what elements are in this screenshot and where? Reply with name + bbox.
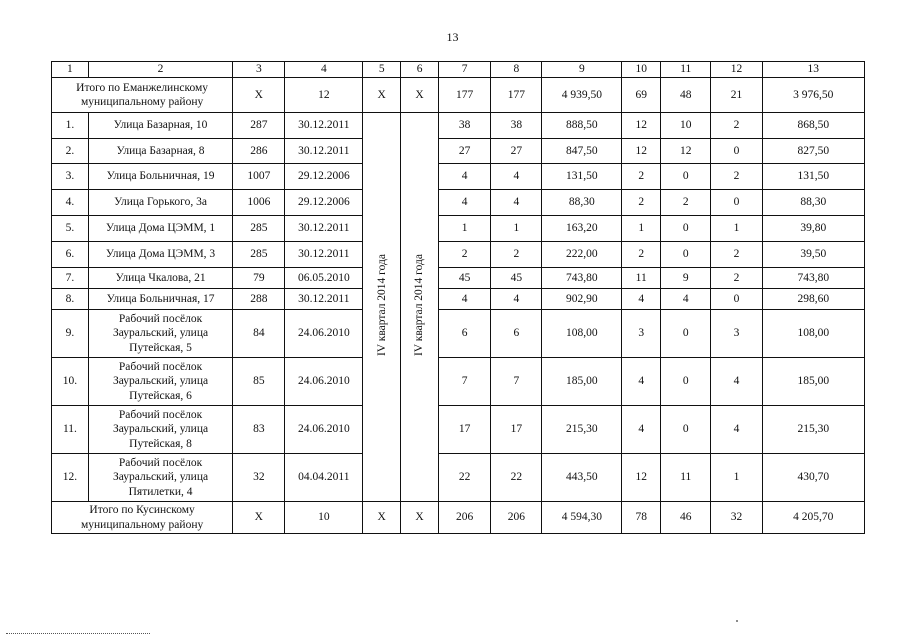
total-cell: 206 [439, 502, 491, 534]
cell: 11 [661, 454, 711, 502]
total-cell: 10 [285, 502, 363, 534]
table-row [52, 406, 865, 454]
column-number: 12 [711, 62, 762, 78]
total-cell: X [363, 502, 401, 534]
address-cell: Рабочий посёлок Зауральский, улица Путейская, 5 [88, 310, 232, 358]
column-number: 10 [622, 62, 661, 78]
cell: 286 [233, 139, 285, 164]
total-cell: 3 976,50 [762, 78, 864, 113]
address-cell: Рабочий посёлок Зауральский, улица Пятилетки, 4 [88, 454, 232, 502]
cell: 84 [233, 310, 285, 358]
total-cell: 48 [661, 78, 711, 113]
cell: 131,50 [542, 164, 622, 190]
column-number: 3 [233, 62, 285, 78]
cell: 0 [711, 289, 762, 310]
cell: 12 [622, 454, 661, 502]
cell: 12 [622, 139, 661, 164]
cell: 2 [661, 190, 711, 216]
table-row [52, 216, 865, 242]
date-cell: 04.04.2011 [285, 454, 363, 502]
column-number: 13 [762, 62, 864, 78]
row-number: 8. [52, 289, 89, 310]
cell: 743,80 [542, 268, 622, 289]
cell: 285 [233, 216, 285, 242]
date-cell: 30.12.2011 [285, 289, 363, 310]
merged-period-cell [401, 113, 439, 502]
address-cell: Улица Дома ЦЭММ, 1 [88, 216, 232, 242]
cell: 222,00 [542, 242, 622, 268]
cell: 1 [622, 216, 661, 242]
row-number: 12. [52, 454, 89, 502]
cell: 215,30 [542, 406, 622, 454]
cell: 1 [491, 216, 542, 242]
cell: 88,30 [542, 190, 622, 216]
date-cell: 06.05.2010 [285, 268, 363, 289]
cell: 285 [233, 242, 285, 268]
total-cell: 177 [491, 78, 542, 113]
date-cell: 24.06.2010 [285, 406, 363, 454]
cell: 2 [491, 242, 542, 268]
column-number: 4 [285, 62, 363, 78]
cell: 288 [233, 289, 285, 310]
cell: 39,50 [762, 242, 864, 268]
cell: 1 [711, 216, 762, 242]
row-number: 11. [52, 406, 89, 454]
cell: 108,00 [542, 310, 622, 358]
table-row [52, 190, 865, 216]
total-label: Итого по Кусинскому муниципальному району [52, 502, 233, 534]
cell: 4 [711, 358, 762, 406]
row-number: 1. [52, 113, 89, 139]
date-cell: 30.12.2011 [285, 242, 363, 268]
cell: 108,00 [762, 310, 864, 358]
row-number: 10. [52, 358, 89, 406]
cell: 443,50 [542, 454, 622, 502]
cell: 12 [661, 139, 711, 164]
column-number: 11 [661, 62, 711, 78]
cell: 2 [622, 190, 661, 216]
cell: 888,50 [542, 113, 622, 139]
row-number: 3. [52, 164, 89, 190]
address-cell: Улица Больничная, 19 [88, 164, 232, 190]
merged-period-cell [363, 113, 401, 502]
cell: 88,30 [762, 190, 864, 216]
cell: 847,50 [542, 139, 622, 164]
cell: 6 [491, 310, 542, 358]
date-cell: 24.06.2010 [285, 310, 363, 358]
cell: 2 [711, 268, 762, 289]
column-number: 7 [439, 62, 491, 78]
total-cell: 78 [622, 502, 661, 534]
total-cell: 21 [711, 78, 762, 113]
cell: 1007 [233, 164, 285, 190]
cell: 185,00 [542, 358, 622, 406]
cell: 1 [711, 454, 762, 502]
date-cell: 30.12.2011 [285, 216, 363, 242]
table-row [52, 164, 865, 190]
cell: 0 [661, 164, 711, 190]
cell: 163,20 [542, 216, 622, 242]
cell: 38 [439, 113, 491, 139]
cell: 4 [622, 406, 661, 454]
table-row [52, 268, 865, 289]
period-label: IV квартал 2014 года [413, 253, 426, 356]
district-total-row [52, 502, 865, 534]
column-number: 2 [88, 62, 232, 78]
district-total-row [52, 78, 865, 113]
cell: 2 [711, 242, 762, 268]
cell: 22 [439, 454, 491, 502]
cell: 32 [233, 454, 285, 502]
cell: 3 [711, 310, 762, 358]
total-cell: 32 [711, 502, 762, 534]
cell: 27 [491, 139, 542, 164]
column-number: 9 [542, 62, 622, 78]
cell: 4 [622, 358, 661, 406]
cell: 0 [661, 310, 711, 358]
total-cell: X [401, 78, 439, 113]
scan-artifact [736, 620, 738, 622]
cell: 430,70 [762, 454, 864, 502]
cell: 6 [439, 310, 491, 358]
cell: 868,50 [762, 113, 864, 139]
cell: 131,50 [762, 164, 864, 190]
cell: 3 [622, 310, 661, 358]
cell: 827,50 [762, 139, 864, 164]
total-cell: X [233, 78, 285, 113]
cell: 2 [711, 113, 762, 139]
cell: 4 [491, 190, 542, 216]
table-row [52, 358, 865, 406]
address-cell: Улица Чкалова, 21 [88, 268, 232, 289]
cell: 298,60 [762, 289, 864, 310]
cell: 27 [439, 139, 491, 164]
column-number: 1 [52, 62, 89, 78]
cell: 9 [661, 268, 711, 289]
cell: 1 [439, 216, 491, 242]
cell: 85 [233, 358, 285, 406]
cell: 4 [491, 289, 542, 310]
column-number: 8 [491, 62, 542, 78]
total-cell: 4 594,30 [542, 502, 622, 534]
cell: 39,80 [762, 216, 864, 242]
cell: 22 [491, 454, 542, 502]
column-number-row [52, 62, 865, 78]
total-cell: X [401, 502, 439, 534]
table-row [52, 454, 865, 502]
cell: 4 [661, 289, 711, 310]
column-number: 6 [401, 62, 439, 78]
date-cell: 29.12.2006 [285, 190, 363, 216]
total-cell: 69 [622, 78, 661, 113]
cell: 10 [661, 113, 711, 139]
total-cell: 177 [439, 78, 491, 113]
cell: 4 [491, 164, 542, 190]
cell: 11 [622, 268, 661, 289]
cell: 79 [233, 268, 285, 289]
cell: 12 [622, 113, 661, 139]
housing-registry-table [51, 61, 865, 534]
address-cell: Улица Базарная, 10 [88, 113, 232, 139]
address-cell: Улица Дома ЦЭММ, 3 [88, 242, 232, 268]
table-row [52, 289, 865, 310]
cell: 38 [491, 113, 542, 139]
cell: 4 [711, 406, 762, 454]
date-cell: 30.12.2011 [285, 113, 363, 139]
row-number: 9. [52, 310, 89, 358]
cell: 0 [661, 242, 711, 268]
cell: 2 [622, 242, 661, 268]
table-row [52, 242, 865, 268]
cell: 17 [439, 406, 491, 454]
cell: 2 [439, 242, 491, 268]
address-cell: Рабочий посёлок Зауральский, улица Путейская, 6 [88, 358, 232, 406]
cell: 45 [491, 268, 542, 289]
footnote-separator [6, 633, 150, 634]
date-cell: 24.06.2010 [285, 358, 363, 406]
cell: 0 [711, 190, 762, 216]
date-cell: 29.12.2006 [285, 164, 363, 190]
table-row [52, 310, 865, 358]
cell: 0 [711, 139, 762, 164]
cell: 287 [233, 113, 285, 139]
total-cell: X [363, 78, 401, 113]
table-row [52, 139, 865, 164]
page-number: 13 [446, 30, 459, 44]
row-number: 6. [52, 242, 89, 268]
cell: 0 [661, 358, 711, 406]
cell: 4 [622, 289, 661, 310]
row-number: 7. [52, 268, 89, 289]
cell: 7 [439, 358, 491, 406]
address-cell: Улица Больничная, 17 [88, 289, 232, 310]
total-cell: 4 205,70 [762, 502, 864, 534]
cell: 2 [622, 164, 661, 190]
cell: 215,30 [762, 406, 864, 454]
total-label: Итого по Еманжелинскому муниципальному району [52, 78, 233, 113]
cell: 17 [491, 406, 542, 454]
cell: 83 [233, 406, 285, 454]
address-cell: Улица Базарная, 8 [88, 139, 232, 164]
column-number: 5 [363, 62, 401, 78]
total-cell: 206 [491, 502, 542, 534]
address-cell: Рабочий посёлок Зауральский, улица Путейская, 8 [88, 406, 232, 454]
cell: 0 [661, 216, 711, 242]
table-row [52, 113, 865, 139]
row-number: 2. [52, 139, 89, 164]
cell: 1006 [233, 190, 285, 216]
address-cell: Улица Горького, 3а [88, 190, 232, 216]
cell: 743,80 [762, 268, 864, 289]
cell: 4 [439, 190, 491, 216]
row-number: 4. [52, 190, 89, 216]
total-cell: 4 939,50 [542, 78, 622, 113]
total-cell: X [233, 502, 285, 534]
cell: 902,90 [542, 289, 622, 310]
cell: 45 [439, 268, 491, 289]
total-cell: 46 [661, 502, 711, 534]
cell: 185,00 [762, 358, 864, 406]
date-cell: 30.12.2011 [285, 139, 363, 164]
total-cell: 12 [285, 78, 363, 113]
cell: 0 [661, 406, 711, 454]
period-label: IV квартал 2014 года [375, 253, 388, 356]
cell: 4 [439, 164, 491, 190]
cell: 4 [439, 289, 491, 310]
cell: 7 [491, 358, 542, 406]
row-number: 5. [52, 216, 89, 242]
cell: 2 [711, 164, 762, 190]
